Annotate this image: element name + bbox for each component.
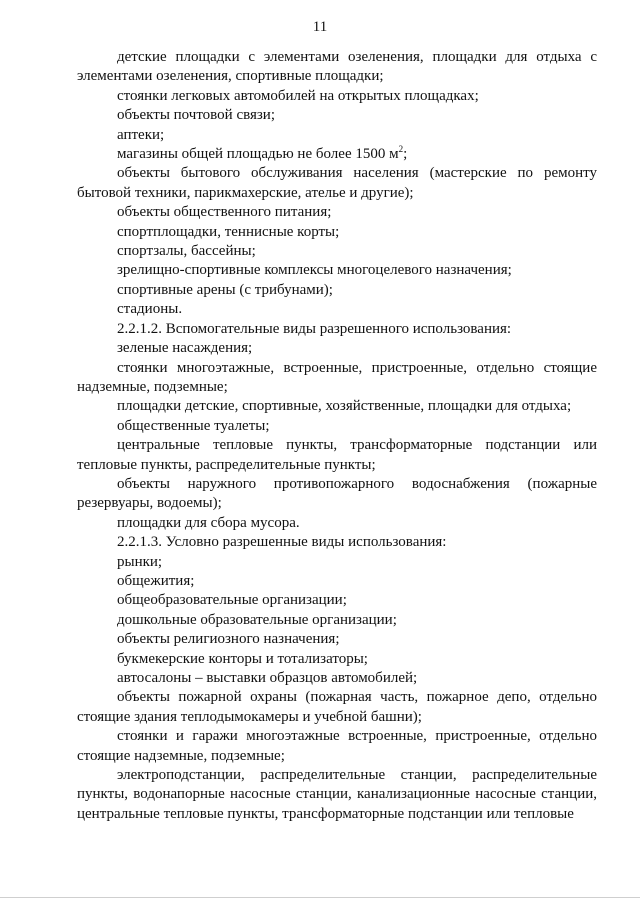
paragraph xyxy=(77,397,597,416)
paragraph-text: магазины общей площадью не более 1500 м xyxy=(117,146,399,163)
paragraph-text: спортзалы, бассейны; xyxy=(117,243,256,260)
paragraph xyxy=(77,514,597,533)
paragraph-text: букмекерские конторы и тотализаторы; xyxy=(117,650,368,667)
paragraph-text: спортивные арены (с трибунами); xyxy=(117,281,333,298)
paragraph-text: центральные тепловые пункты, трансформаторные подстанции или тепловые пункты, распределительные пункты; xyxy=(77,437,597,473)
paragraph-text: стоянки легковых автомобилей на открытых площадках; xyxy=(117,87,479,104)
paragraph xyxy=(77,300,597,319)
paragraph xyxy=(77,417,597,436)
paragraph-text: общественные туалеты; xyxy=(117,417,270,434)
paragraph-text: рынки; xyxy=(117,553,163,570)
paragraph-text: спортплощадки, теннисные корты; xyxy=(117,223,340,240)
paragraph-text: аптеки; xyxy=(117,126,165,143)
paragraph xyxy=(77,339,597,358)
paragraph xyxy=(77,145,597,164)
paragraph xyxy=(77,572,597,591)
paragraph xyxy=(77,320,597,339)
paragraph-text: объекты наружного противопожарного водоснабжения (пожарные резервуары, водоемы); xyxy=(77,475,597,512)
page-bottom-edge xyxy=(0,897,640,898)
paragraph xyxy=(77,48,597,87)
paragraph-text: зрелищно-спортивные комплексы многоцелевого назначения; xyxy=(117,262,512,279)
paragraph-text: зеленые насаждения; xyxy=(117,340,253,357)
paragraph-text: 2.2.1.3. Условно разрешенные виды использования: xyxy=(117,534,447,551)
paragraph-text: общежития; xyxy=(117,572,195,589)
paragraph xyxy=(77,281,597,300)
paragraph-text: площадки для сбора мусора. xyxy=(117,514,300,531)
paragraph-text: объекты бытового обслуживания населения (мастерские по ремонту бытовой техники, парикмахерские, ателье и другие); xyxy=(77,165,597,201)
paragraph-tail: ; xyxy=(403,146,408,163)
paragraph xyxy=(77,106,597,125)
paragraph xyxy=(77,223,597,242)
paragraph-text: 2.2.1.2. Вспомогательные виды разрешенного использования: xyxy=(117,320,512,337)
paragraph-text: объекты религиозного назначения; xyxy=(117,631,340,648)
paragraph xyxy=(77,533,597,552)
paragraph-text: стоянки и гаражи многоэтажные встроенные, пристроенные, отдельно стоящие надземные, подземные; xyxy=(77,728,597,764)
paragraph-text: общеобразовательные организации; xyxy=(117,592,347,609)
paragraph-text: объекты пожарной охраны (пожарная часть, пожарное депо, отдельно стоящие здания теплодымокамеры и учебной башни); xyxy=(77,689,597,725)
paragraph-text: объекты почтовой связи; xyxy=(117,107,276,124)
paragraph xyxy=(77,126,597,145)
paragraph xyxy=(77,688,597,727)
paragraph xyxy=(77,164,597,203)
paragraph xyxy=(77,87,597,106)
paragraph xyxy=(77,436,597,475)
paragraph xyxy=(77,727,597,766)
page-number: 11 xyxy=(312,19,328,35)
paragraph xyxy=(77,475,597,514)
paragraph-text: объекты общественного питания; xyxy=(117,204,332,221)
paragraph xyxy=(77,553,597,572)
paragraph-text: детские площадки с элементами озеленения, площадки для отдыха с элементами озеленения, спортивные площадки; xyxy=(77,49,597,85)
document-body xyxy=(77,48,597,824)
paragraph xyxy=(77,261,597,280)
paragraph-text: электроподстанции, распределительные станции, распределительные пункты, водонапорные насосные станции, канализационные насосные станции, центральные тепловые пункты, трансформаторные подстанции или тепловые xyxy=(77,767,597,822)
paragraph xyxy=(77,591,597,610)
paragraph-text: стоянки многоэтажные, встроенные, пристроенные, отдельно стоящие надземные, подземные; xyxy=(77,359,597,395)
paragraph xyxy=(77,359,597,398)
paragraph-text: площадки детские, спортивные, хозяйственные, площадки для отдыха; xyxy=(117,398,572,415)
paragraph-text: автосалоны – выставки образцов автомобилей; xyxy=(117,670,418,686)
paragraph xyxy=(77,630,597,649)
paragraph xyxy=(77,650,597,669)
paragraph xyxy=(77,669,597,688)
paragraph-text: стадионы. xyxy=(117,301,183,318)
paragraph-text: дошкольные образовательные организации; xyxy=(117,611,397,628)
superscript: 2 xyxy=(398,144,404,155)
paragraph xyxy=(77,766,597,824)
paragraph xyxy=(77,611,597,630)
paragraph xyxy=(77,203,597,222)
paragraph xyxy=(77,242,597,261)
